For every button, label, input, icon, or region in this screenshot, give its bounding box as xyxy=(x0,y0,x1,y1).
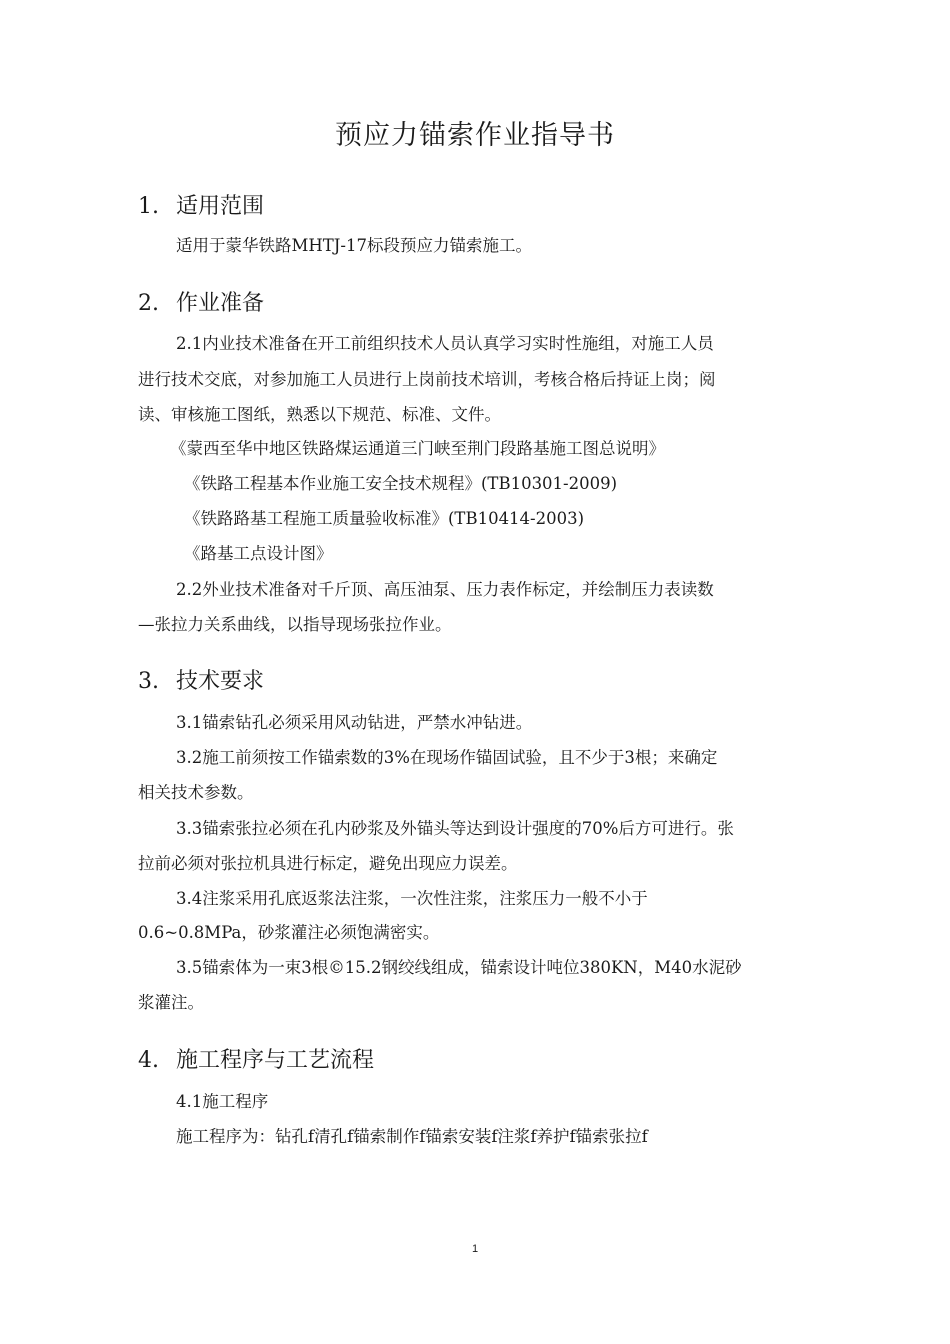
section-number: 4. xyxy=(138,1048,159,1073)
section-heading-1 xyxy=(138,189,264,220)
document-title: 预应力锚索作业指导书 xyxy=(335,120,615,151)
section-heading-4 xyxy=(138,1043,374,1074)
section-number: 1. xyxy=(138,194,159,219)
section-heading-text: 适用范围 xyxy=(176,194,265,219)
paragraph-line: 3.2施工前须按工作锚索数的3%在现场作锚固试验，且不少于3根；来确定 xyxy=(176,748,718,767)
paragraph-line: 0.6~0.8MPa，砂浆灌注必须饱满密实。 xyxy=(138,923,440,942)
section-heading-text: 技术要求 xyxy=(176,669,265,694)
page-number: 1 xyxy=(471,1243,479,1255)
paragraph-line: 3.1锚索钻孔必须采用风动钻进，严禁水冲钻进。 xyxy=(176,713,533,732)
reference-item: 《蒙西至华中地区铁路煤运通道三门峡至荆门段路基施工图总说明》 xyxy=(170,439,665,458)
paragraph-line: 2.1内业技术准备在开工前组织技术人员认真学习实时性施组，对施工人员 xyxy=(176,334,714,353)
paragraph-line: 相关技术参数。 xyxy=(138,783,254,802)
reference-item: 《铁路工程基本作业施工安全技术规程》(TB10301-2009) xyxy=(184,474,618,493)
paragraph-line: 读、审核施工图纸，熟悉以下规范、标准、文件。 xyxy=(138,405,501,424)
paragraph-line: 施工程序为：钻孔f清孔f锚索制作f锚索安装f注浆f养护f锚索张拉f xyxy=(176,1127,648,1146)
section-number: 2. xyxy=(138,291,159,316)
paragraph-line: 3.5锚索体为一束3根©15.2钢绞线组成，锚索设计吨位380KN，M40水泥砂 xyxy=(176,958,742,977)
section-heading-2 xyxy=(138,286,264,317)
paragraph-line: 4.1施工程序 xyxy=(176,1092,269,1111)
section-number: 3. xyxy=(138,669,159,694)
section-heading-3 xyxy=(138,664,264,695)
paragraph-line: 浆灌注。 xyxy=(138,993,204,1012)
paragraph-line: 3.4注浆采用孔底返浆法注浆，一次性注浆，注浆压力一般不小于 xyxy=(176,889,648,908)
paragraph-line: 拉前必须对张拉机具进行标定，避免出现应力误差。 xyxy=(138,854,518,873)
reference-item: 《铁路路基工程施工质量验收标准》(TB10414-2003) xyxy=(184,509,585,528)
paragraph-line: 进行技术交底，对参加施工人员进行上岗前技术培训，考核合格后持证上岗；阅 xyxy=(138,370,716,389)
section-heading-text: 施工程序与工艺流程 xyxy=(176,1048,375,1073)
paragraph-line: —张拉力关系曲线，以指导现场张拉作业。 xyxy=(138,615,452,634)
paragraph-line: 3.3锚索张拉必须在孔内砂浆及外锚头等达到设计强度的70%后方可进行。张 xyxy=(176,819,734,838)
reference-item: 《路基工点设计图》 xyxy=(184,544,333,563)
paragraph-line: 适用于蒙华铁路MHTJ-17标段预应力锚索施工。 xyxy=(176,236,532,255)
paragraph-line: 2.2外业技术准备对千斤顶、高压油泵、压力表作标定，并绘制压力表读数 xyxy=(176,580,714,599)
section-heading-text: 作业准备 xyxy=(176,291,265,316)
